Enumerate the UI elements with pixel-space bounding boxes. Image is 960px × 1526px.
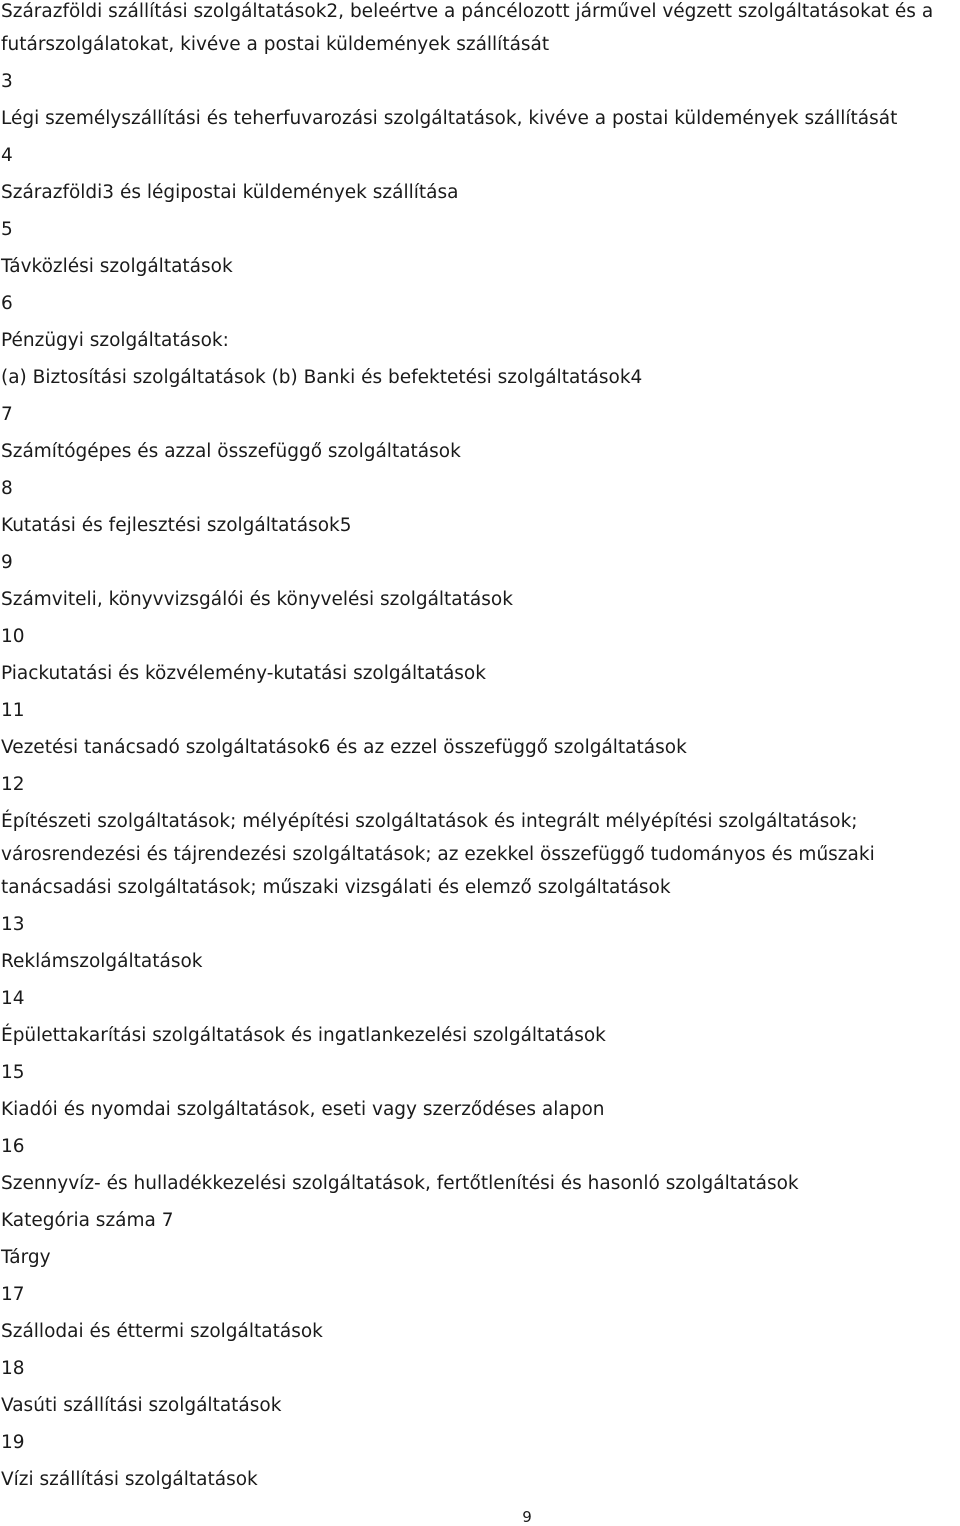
category-number: 16 [1, 1136, 25, 1157]
category-number: 11 [1, 700, 25, 721]
document-page [1, 0, 956, 1492]
category-number: 17 [1, 1284, 25, 1305]
text-line-24: városrendezési és tájrendezési szolgáltatások; az ezekkel összefüggő tudományos és műszaki [1, 844, 875, 865]
category-number: 13 [1, 914, 25, 935]
text-line-1: Szárazföldi szállítási szolgáltatások2, beleértve a páncélozott járművel végzett szolgáltatásokat és a [1, 1, 934, 22]
text-line-10: Pénzügyi szolgáltatások: [1, 330, 229, 351]
category-number: 9 [1, 552, 13, 573]
text-line-6: Szárazföldi3 és légipostai küldemények szállítása [1, 182, 459, 203]
page-number: 9 [522, 1508, 532, 1526]
text-line-39: Vasúti szállítási szolgáltatások [1, 1395, 282, 1416]
text-line-29: Épülettakarítási szolgáltatások és ingatlankezelési szolgáltatások [1, 1025, 606, 1046]
text-line-41: Vízi szállítási szolgáltatások [1, 1469, 258, 1490]
category-number: 12 [1, 774, 25, 795]
category-number: 4 [1, 145, 13, 166]
category-number: 8 [1, 478, 13, 499]
category-number: 18 [1, 1358, 25, 1379]
text-line-2: futárszolgálatokat, kivéve a postai küldemények szállítását [1, 34, 550, 55]
category-header: Kategória száma 7 [1, 1210, 174, 1231]
text-line-19: Piackutatási és közvélemény-kutatási szolgáltatások [1, 663, 486, 684]
text-line-17: Számviteli, könyvvizsgálói és könyvelési szolgáltatások [1, 589, 513, 610]
subject-header: Tárgy [1, 1247, 51, 1268]
text-line-31: Kiadói és nyomdai szolgáltatások, eseti vagy szerződéses alapon [1, 1099, 605, 1120]
text-line-23: Építészeti szolgáltatások; mélyépítési szolgáltatások és integrált mélyépítési szolgáltatások; [1, 811, 858, 832]
text-line-37: Szállodai és éttermi szolgáltatások [1, 1321, 323, 1342]
text-line-25: tanácsadási szolgáltatások; műszaki vizsgálati és elemző szolgáltatások [1, 877, 671, 898]
category-number: 14 [1, 988, 25, 1009]
category-number: 10 [1, 626, 25, 647]
category-number: 5 [1, 219, 13, 240]
category-number: 3 [1, 71, 13, 92]
text-line-33: Szennyvíz- és hulladékkezelési szolgáltatások, fertőtlenítési és hasonló szolgáltatások [1, 1173, 799, 1194]
category-number: 15 [1, 1062, 25, 1083]
category-number: 19 [1, 1432, 25, 1453]
text-line-21: Vezetési tanácsadó szolgáltatások6 és az ezzel összefüggő szolgáltatások [1, 737, 687, 758]
text-line-13: Számítógépes és azzal összefüggő szolgáltatások [1, 441, 461, 462]
text-line-4: Légi személyszállítási és teherfuvarozási szolgáltatások, kivéve a postai küldemények szállítását [1, 108, 898, 129]
text-line-15: Kutatási és fejlesztési szolgáltatások5 [1, 515, 352, 536]
text-line-8: Távközlési szolgáltatások [1, 256, 233, 277]
text-line-11: (a) Biztosítási szolgáltatások (b) Banki és befektetési szolgáltatások4 [1, 367, 643, 388]
text-line-27: Reklámszolgáltatások [1, 951, 203, 972]
category-number: 6 [1, 293, 13, 314]
category-number: 7 [1, 404, 13, 425]
